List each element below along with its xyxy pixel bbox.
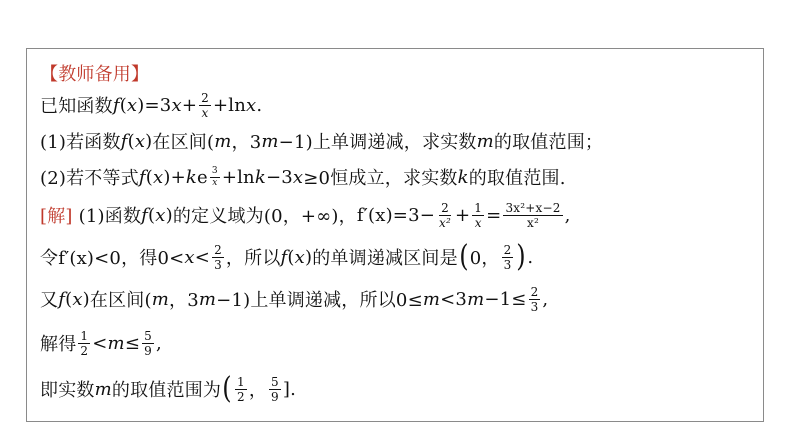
solution-tag: [解] xyxy=(40,206,73,227)
text: 的取值范围； xyxy=(493,132,604,153)
text: −1)上单调递减，求实数 xyxy=(278,132,477,153)
question-1: (1)若函数 f ( x ) 在区间( m ，3 m −1)上单调递减，求实数 m 的取值范围； xyxy=(40,124,603,158)
text: 已知函数 xyxy=(40,96,113,117)
text: +ln xyxy=(212,94,246,116)
box-title-text: 【教师备用】 xyxy=(40,64,150,85)
fraction: $\frac{2}{x}$ xyxy=(201,90,209,120)
text: (2)若不等式 xyxy=(40,168,139,189)
var-x: x xyxy=(126,94,138,116)
text: 在区间( xyxy=(152,132,215,153)
question-2: (2)若不等式 f ( x ) + k e $\frac{3}{x}$ +ln k −3 x ≥0恒成立，求实数 k 的取值范围. xyxy=(40,165,566,189)
solution-line-1: [解] (1)函数 f ( x ) 的定义域为(0，+∞)， f′(x)=3− $\frac{2}{\text{x²}}$ + $\frac{1}{x}$ = $\frac{\text{3x²+x−2}}{\text{x²}}$ , xyxy=(40,200,571,230)
problem-statement: 已知函数 f ( x ) =3 x + $\frac{2}{x}$ +ln x . xyxy=(40,90,263,120)
text: (1)若函数 xyxy=(40,132,121,153)
var-f: f xyxy=(112,94,120,116)
solution-line-5: 即实数 m 的取值范围为 ( $\frac{1}{2}$ ， $\frac{5}{9}$ ]. xyxy=(40,371,297,406)
solution-line-2: 令 f′(x)<0，得0< x < $\frac{2}{3}$ ，所以 f ( x ) 的单调递减区间是 ( 0， $\frac{2}{3}$ ) . xyxy=(40,239,534,274)
text: =3 xyxy=(144,94,172,116)
solution-line-3: 又 f ( x ) 在区间( m ，3 m −1)上单调递减，所以0≤ m <3 m −1≤ $\frac{2}{3}$ , xyxy=(40,284,549,314)
solution-line-4: 解得 $\frac{1}{2}$ < m ≤ $\frac{5}{9}$ , xyxy=(40,328,162,358)
text: + xyxy=(181,94,198,116)
box-title xyxy=(40,56,149,90)
